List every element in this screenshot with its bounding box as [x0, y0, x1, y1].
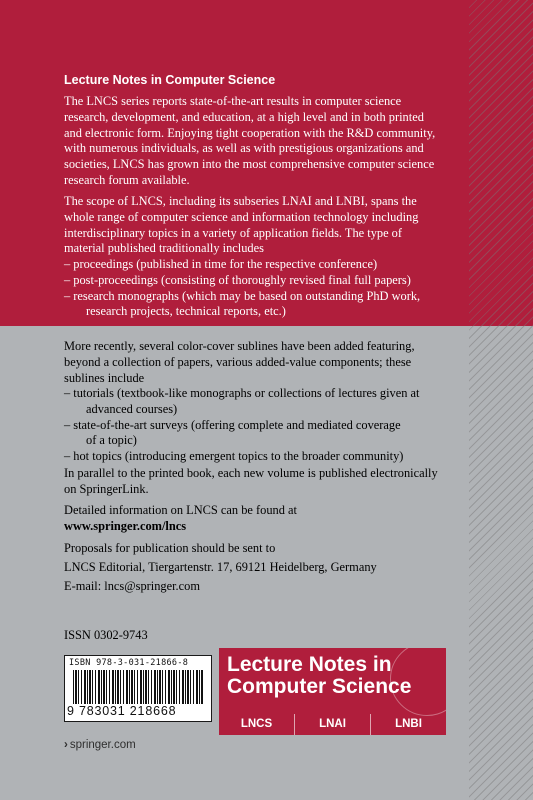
- springer-link[interactable]: [64, 739, 136, 751]
- logo-tab-lnai: LNAI: [294, 714, 370, 735]
- scope-line: whole range of computer science and information technology including: [64, 209, 419, 224]
- list-item: [64, 449, 476, 465]
- logo-subseries-tabs: [219, 714, 446, 735]
- springer-site-label: springer.com: [69, 739, 136, 751]
- intro-line: with numerous individuals, as well as with prestigious organizations and: [64, 141, 424, 156]
- list-item-text: of a topic): [86, 433, 137, 448]
- chevron-right-icon: ›: [64, 739, 68, 751]
- info-line: Detailed information on LNCS can be found at: [64, 503, 297, 517]
- issn-number: ISSN 0302-9743: [64, 628, 148, 642]
- lncs-website-link[interactable]: www.springer.com/lncs: [64, 518, 187, 533]
- list-item-text: research projects, technical reports, etc.): [86, 304, 286, 319]
- contact-email[interactable]: E-mail: lncs@springer.com: [64, 578, 200, 593]
- electronic-line: In parallel to the printed book, each new volume is published electronically: [64, 466, 438, 480]
- list-item: [64, 257, 476, 273]
- electronic-line: on SpringerLink.: [64, 481, 149, 496]
- list-item: [64, 386, 476, 418]
- isbn-barcode: [64, 655, 212, 722]
- proposals-paragraph: [64, 541, 476, 594]
- intro-paragraph: [64, 94, 476, 189]
- subline-list: [64, 386, 476, 465]
- traditional-list: [64, 257, 476, 320]
- list-item-text: – hot topics (introducing emergent topics to the broader community): [64, 449, 404, 464]
- scope-paragraph: [64, 194, 476, 257]
- barcode-number: 9 783031 218668: [67, 704, 177, 718]
- list-item-text: – proceedings (published in time for the respective conference): [64, 257, 378, 271]
- list-item-text: – tutorials (textbook-like monographs or collections of lectures given at: [64, 386, 420, 400]
- intro-line: and electronic form. Enjoying tight cooperation with the R&D community,: [64, 125, 436, 140]
- scope-line: interdisciplinary topics in a variety of application fields. The type of: [64, 225, 403, 240]
- list-item-text: advanced courses): [86, 401, 178, 416]
- logo-title-line: Computer Science: [227, 675, 412, 698]
- series-title: Lecture Notes in Computer Science: [64, 73, 276, 87]
- logo-tab-lnbi: LNBI: [370, 714, 446, 735]
- intro-line: societies, LNCS has grown into the most comprehensive computer science: [64, 157, 435, 172]
- recent-line: beyond a collection of papers, various added-value components; these: [64, 354, 412, 369]
- list-item: [64, 289, 476, 321]
- intro-line: The LNCS series reports state-of-the-art results in computer science: [64, 94, 402, 108]
- recent-line: sublines include: [64, 370, 145, 385]
- list-item: [64, 418, 476, 450]
- list-item-text: – state-of-the-art surveys (offering complete and mediated coverage: [64, 417, 401, 432]
- list-item-text: – post-proceedings (consisting of thoroughly revised final full papers): [64, 272, 411, 287]
- scope-line: material published traditionally includes: [64, 241, 264, 256]
- lncs-series-logo: [219, 648, 446, 735]
- electronic-paragraph: [64, 466, 476, 498]
- info-paragraph: [64, 503, 476, 535]
- logo-title-line: Lecture Notes in: [227, 653, 392, 676]
- list-item-text: – research monographs (which may be based on outstanding PhD work,: [64, 288, 421, 303]
- recent-line: More recently, several color-cover sublines have been added featuring,: [64, 339, 415, 353]
- proposals-line: Proposals for publication should be sent to: [64, 541, 276, 555]
- logo-title: [227, 654, 442, 698]
- intro-line: research forum available.: [64, 172, 190, 187]
- list-item: [64, 273, 476, 289]
- logo-tab-lncs: LNCS: [240, 718, 273, 730]
- intro-line: research, development, and education, at a high level and in both printed: [64, 109, 424, 124]
- barcode-bars: [73, 670, 203, 704]
- scope-line: The scope of LNCS, including its subseries LNAI and LNBI, spans the: [64, 194, 417, 208]
- recent-paragraph: [64, 339, 476, 386]
- isbn-label: ISBN 978-3-031-21866-8: [69, 658, 189, 668]
- editorial-address: LNCS Editorial, Tiergartenstr. 17, 69121 Heidelberg, Germany: [64, 559, 377, 574]
